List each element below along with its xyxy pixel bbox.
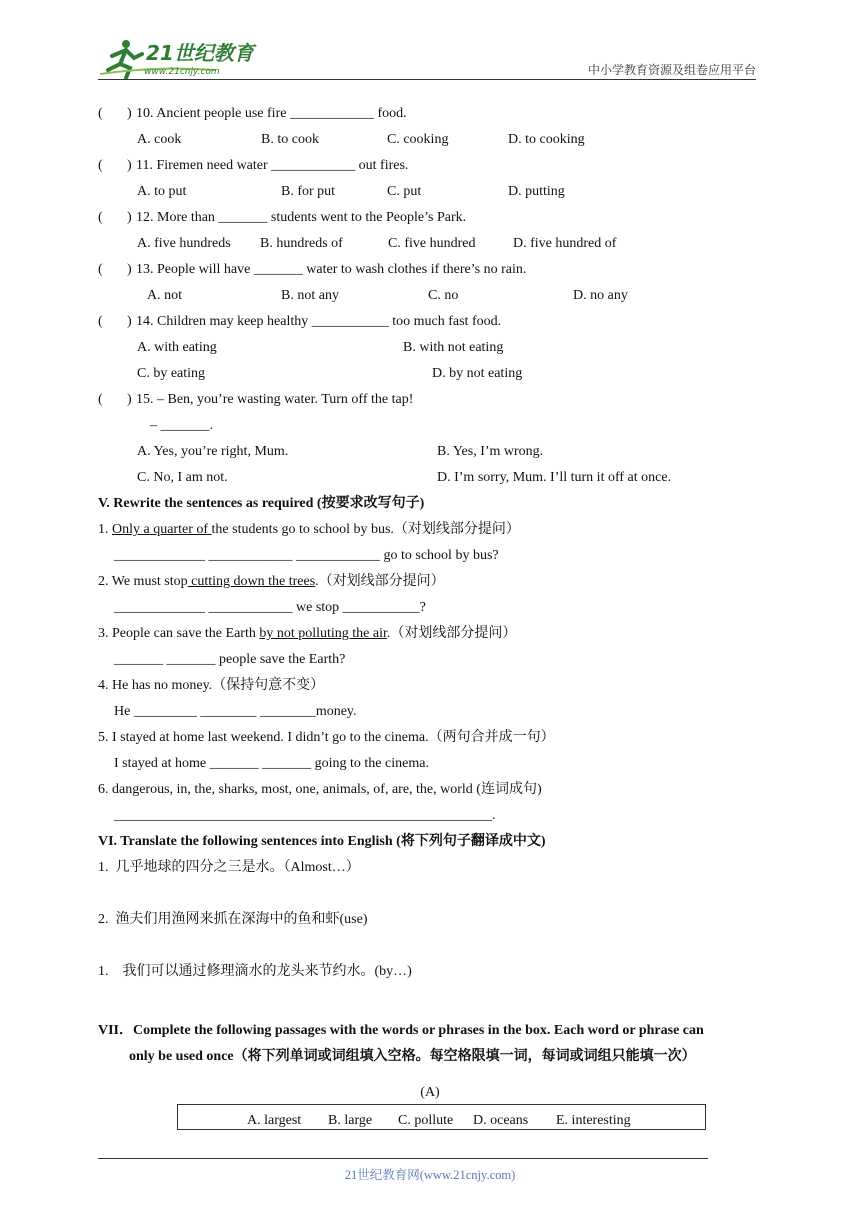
q12-stem: 12. More than _______ students went to the People’s Park. xyxy=(136,210,467,225)
word-option-d: D. oceans xyxy=(473,1113,529,1128)
q14-option-a: A. with eating xyxy=(137,340,217,355)
q11-stem: 11. Firemen need water ____________ out fires. xyxy=(136,158,409,173)
section-7-heading-line-2: only be used once（将下列单词或词组填入空格。每空格限填一词，每词或词组只能填一次） xyxy=(129,1049,696,1064)
q11-option-d: D. putting xyxy=(508,184,565,199)
s5-item-2-answer: _____________ ____________ we stop ___________? xyxy=(114,600,426,615)
q13-stem: 13. People will have _______ water to wash clothes if there’s no rain. xyxy=(136,262,527,277)
q10-paren-open: ( xyxy=(98,106,103,121)
word-option-e: E. interesting xyxy=(556,1113,631,1128)
q11-option-c: C. put xyxy=(387,184,422,199)
s6-item-2: 2. 渔夫们用渔网来抓在深海中的鱼和虾(use) xyxy=(98,912,368,927)
q10-option-c: C. cooking xyxy=(387,132,449,147)
q13-paren-close: ) xyxy=(127,262,132,277)
q12-option-c: C. five hundred xyxy=(388,236,476,251)
s6-item-3: 1. 我们可以通过修理滴水的龙头来节约水。(by…) xyxy=(98,964,412,979)
word-box-caption: (A) xyxy=(420,1085,440,1100)
s5-item-4-answer: He _________ ________ ________money. xyxy=(114,704,357,719)
q12-option-d: D. five hundred of xyxy=(513,236,617,251)
q14-option-d: D. by not eating xyxy=(432,366,523,381)
q10-paren-close: ) xyxy=(127,106,132,121)
q15-option-c: C. No, I am not. xyxy=(137,470,228,485)
word-option-c: C. pollute xyxy=(398,1113,454,1128)
s5-item-1: 1. Only a quarter of the students go to school by bus.（对划线部分提问） xyxy=(98,522,520,537)
logo-url: www.21cnjy.com xyxy=(144,67,220,77)
q14-stem: 14. Children may keep healthy ___________ too much fast food. xyxy=(136,314,502,329)
q13-option-a: A. not xyxy=(147,288,182,303)
q15-paren-open: ( xyxy=(98,392,103,407)
section-5-heading: V. Rewrite the sentences as required (按要求改写句子) xyxy=(98,496,425,511)
section-6-heading: VI. Translate the following sentences into English (将下列句子翻译成中文) xyxy=(98,834,546,849)
site-logo xyxy=(96,36,266,80)
footer-link[interactable]: 21世纪教育网(www.21cnjy.com) xyxy=(344,1168,516,1182)
s5-item-4: 4. He has no money.（保持句意不变） xyxy=(98,678,325,693)
q15-reply: – _______. xyxy=(150,418,213,433)
q13-option-d: D. no any xyxy=(573,288,628,303)
q15-option-d: D. I’m sorry, Mum. I’ll turn it off at once. xyxy=(437,470,672,485)
underlined-part: Only a quarter of xyxy=(112,522,212,537)
q14-paren-close: ) xyxy=(127,314,132,329)
q12-option-a: A. five hundreds xyxy=(137,236,231,251)
underlined-part: by not polluting the air xyxy=(259,626,387,641)
q15-option-b: B. Yes, I’m wrong. xyxy=(437,444,544,459)
word-option-b: B. large xyxy=(328,1113,373,1128)
q11-paren-open: ( xyxy=(98,158,103,173)
header-platform-name: 中小学教育资源及组卷应用平台 xyxy=(587,63,756,77)
logo-text: 21世纪教育 xyxy=(146,41,254,65)
q11-paren-close: ) xyxy=(127,158,132,173)
q10-option-b: B. to cook xyxy=(261,132,319,147)
runner-logo-icon xyxy=(96,36,266,80)
q13-paren-open: ( xyxy=(98,262,103,277)
s5-item-6-answer: ______________________________________________________. xyxy=(114,808,496,823)
q12-paren-close: ) xyxy=(127,210,132,225)
q13-option-b: B. not any xyxy=(281,288,339,303)
q15-option-a: A. Yes, you’re right, Mum. xyxy=(137,444,289,459)
s5-item-5: 5. I stayed at home last weekend. I didn’t go to the cinema.（两句合并成一句） xyxy=(98,730,555,745)
underlined-part: cutting down the trees xyxy=(187,574,316,589)
word-option-a: A. largest xyxy=(247,1113,302,1128)
s5-item-5-answer: I stayed at home _______ _______ going to the cinema. xyxy=(114,756,429,771)
section-7-heading-line-1: VII．Complete the following passages with the words or phrases in the box. Each word or phrase can xyxy=(98,1023,704,1038)
s5-item-2: 2. We must stop cutting down the trees.（对划线部分提问） xyxy=(98,574,445,589)
s5-item-6: 6. dangerous, in, the, sharks, most, one, animals, of, are, the, world (连词成句) xyxy=(98,782,542,797)
header-divider xyxy=(98,79,756,80)
q10-option-a: A. cook xyxy=(137,132,182,147)
s5-item-3-answer: _______ _______ people save the Earth? xyxy=(114,652,346,667)
q15-stem: 15. – Ben, you’re wasting water. Turn off the tap! xyxy=(136,392,414,407)
q14-paren-open: ( xyxy=(98,314,103,329)
q11-option-a: A. to put xyxy=(137,184,187,199)
s5-item-3: 3. People can save the Earth by not polluting the air.（对划线部分提问） xyxy=(98,626,517,641)
q12-paren-open: ( xyxy=(98,210,103,225)
q10-stem: 10. Ancient people use fire ____________ food. xyxy=(136,106,407,121)
q11-option-b: B. for put xyxy=(281,184,336,199)
footer-divider xyxy=(98,1158,708,1159)
s6-item-1: 1. 几乎地球的四分之三是水。（Almost…） xyxy=(98,860,360,875)
q14-option-c: C. by eating xyxy=(137,366,206,381)
q14-option-b: B. with not eating xyxy=(403,340,504,355)
q12-option-b: B. hundreds of xyxy=(260,236,343,251)
s5-item-1-answer: _____________ ____________ ____________ go to school by bus? xyxy=(114,548,499,563)
q13-option-c: C. no xyxy=(428,288,459,303)
q15-paren-close: ) xyxy=(127,392,132,407)
q10-option-d: D. to cooking xyxy=(508,132,585,147)
